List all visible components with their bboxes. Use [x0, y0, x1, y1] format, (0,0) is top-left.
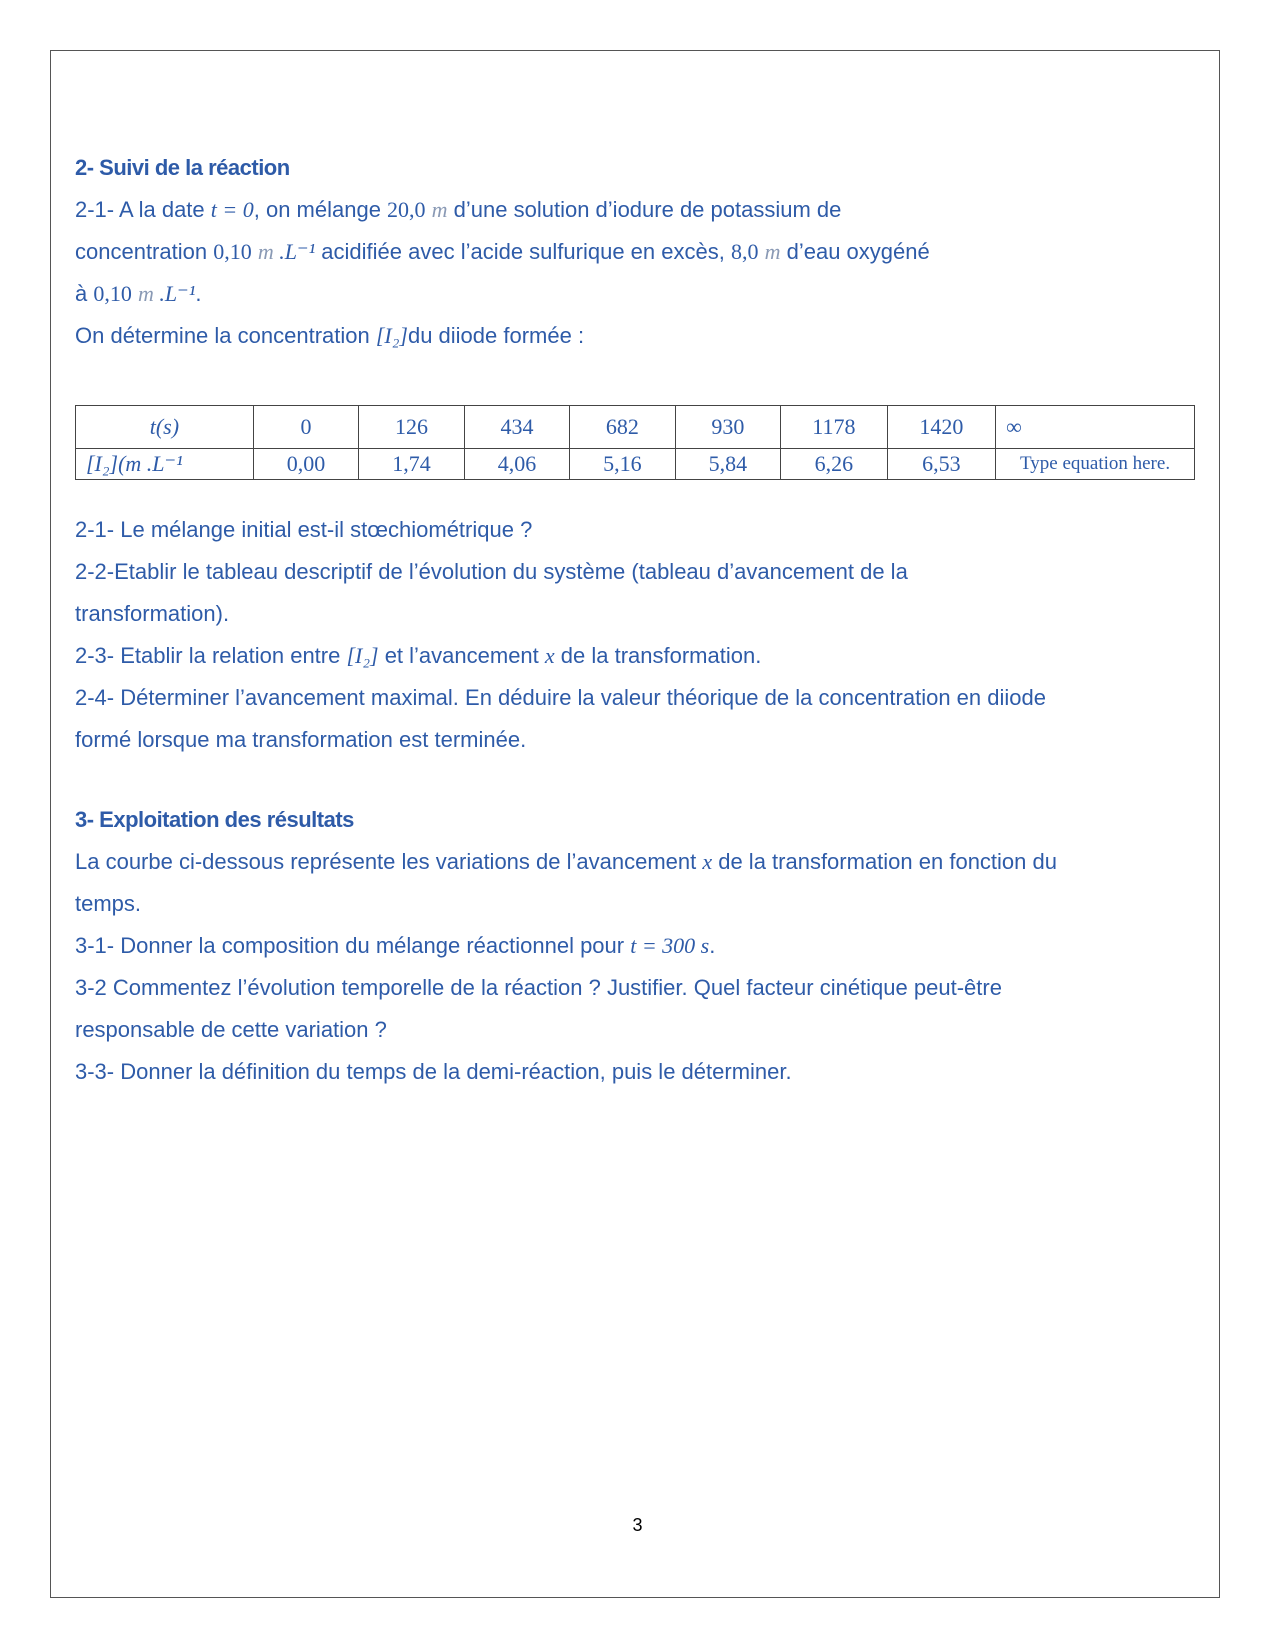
intro-line-1: 2-1- A la date t = 0, on mélange 20,0 m d’une solution d’iodure de potassium de — [75, 197, 842, 222]
question-2-2-cont: transformation). — [75, 601, 230, 626]
equation-placeholder[interactable]: Type equation here. — [996, 449, 1195, 480]
time-cell: 682 — [570, 406, 675, 449]
intro-line-4: On détermine la concentration [I₂]du diiode formée : — [75, 323, 585, 348]
page-number: 3 — [632, 1515, 643, 1535]
question-3-2: 3-2 Commentez l’évolution temporelle de la réaction ? Justifier. Quel facteur cinétique peut-être — [75, 975, 1002, 1000]
section-3-intro-cont: temps. — [75, 891, 142, 916]
time-cell: 434 — [464, 406, 569, 449]
time-row — [76, 406, 1195, 449]
conc-cell: 5,16 — [570, 449, 675, 480]
question-2-2: 2-2-Etablir le tableau descriptif de l’évolution du système (tableau d’avancement de la — [75, 559, 908, 584]
intro-line-2: concentration 0,10 m .L⁻¹ acidifiée avec l’acide sulfurique en excès, 8,0 m d’eau oxygéné — [75, 239, 930, 264]
section-3-intro: La courbe ci-dessous représente les variations de l’avancement x de la transformation en fonction du — [75, 849, 1057, 874]
question-2-4: 2-4- Déterminer l’avancement maximal. En déduire la valeur théorique de la concentration en diiode — [75, 685, 1046, 710]
question-3-1: 3-1- Donner la composition du mélange réactionnel pour t = 300 s. — [75, 933, 716, 958]
conc-cell: 4,06 — [464, 449, 569, 480]
question-2-4-cont: formé lorsque ma transformation est terminée. — [75, 727, 527, 752]
conc-cell: 0,00 — [253, 449, 358, 480]
time-cell: 126 — [359, 406, 464, 449]
time-cell: 930 — [675, 406, 780, 449]
section-3-title: 3- Exploitation des résultats — [75, 807, 354, 832]
time-cell: 0 — [253, 406, 358, 449]
time-header: t(s) — [76, 406, 254, 449]
intro-line-3: à 0,10 m .L⁻¹. — [75, 281, 202, 306]
question-2-3: 2-3- Etablir la relation entre [I₂] et l’avancement x de la transformation. — [75, 643, 762, 668]
conc-cell: 5,84 — [675, 449, 780, 480]
concentration-row — [76, 449, 1195, 480]
conc-cell: 1,74 — [359, 449, 464, 480]
conc-cell: 6,26 — [781, 449, 887, 480]
concentration-table — [75, 405, 1195, 480]
time-cell: 1178 — [781, 406, 887, 449]
question-3-3: 3-3- Donner la définition du temps de la demi-réaction, puis le déterminer. — [75, 1059, 792, 1084]
section-2-title: 2- Suivi de la réaction — [75, 155, 290, 180]
question-2-1: 2-1- Le mélange initial est-il stœchiométrique ? — [75, 517, 533, 542]
conc-cell: 6,53 — [887, 449, 995, 480]
time-cell-infinity: ∞ — [996, 406, 1195, 449]
time-cell: 1420 — [887, 406, 995, 449]
concentration-header: [I₂](m .L⁻¹ — [76, 449, 254, 480]
question-3-2-cont: responsable de cette variation ? — [75, 1017, 387, 1042]
